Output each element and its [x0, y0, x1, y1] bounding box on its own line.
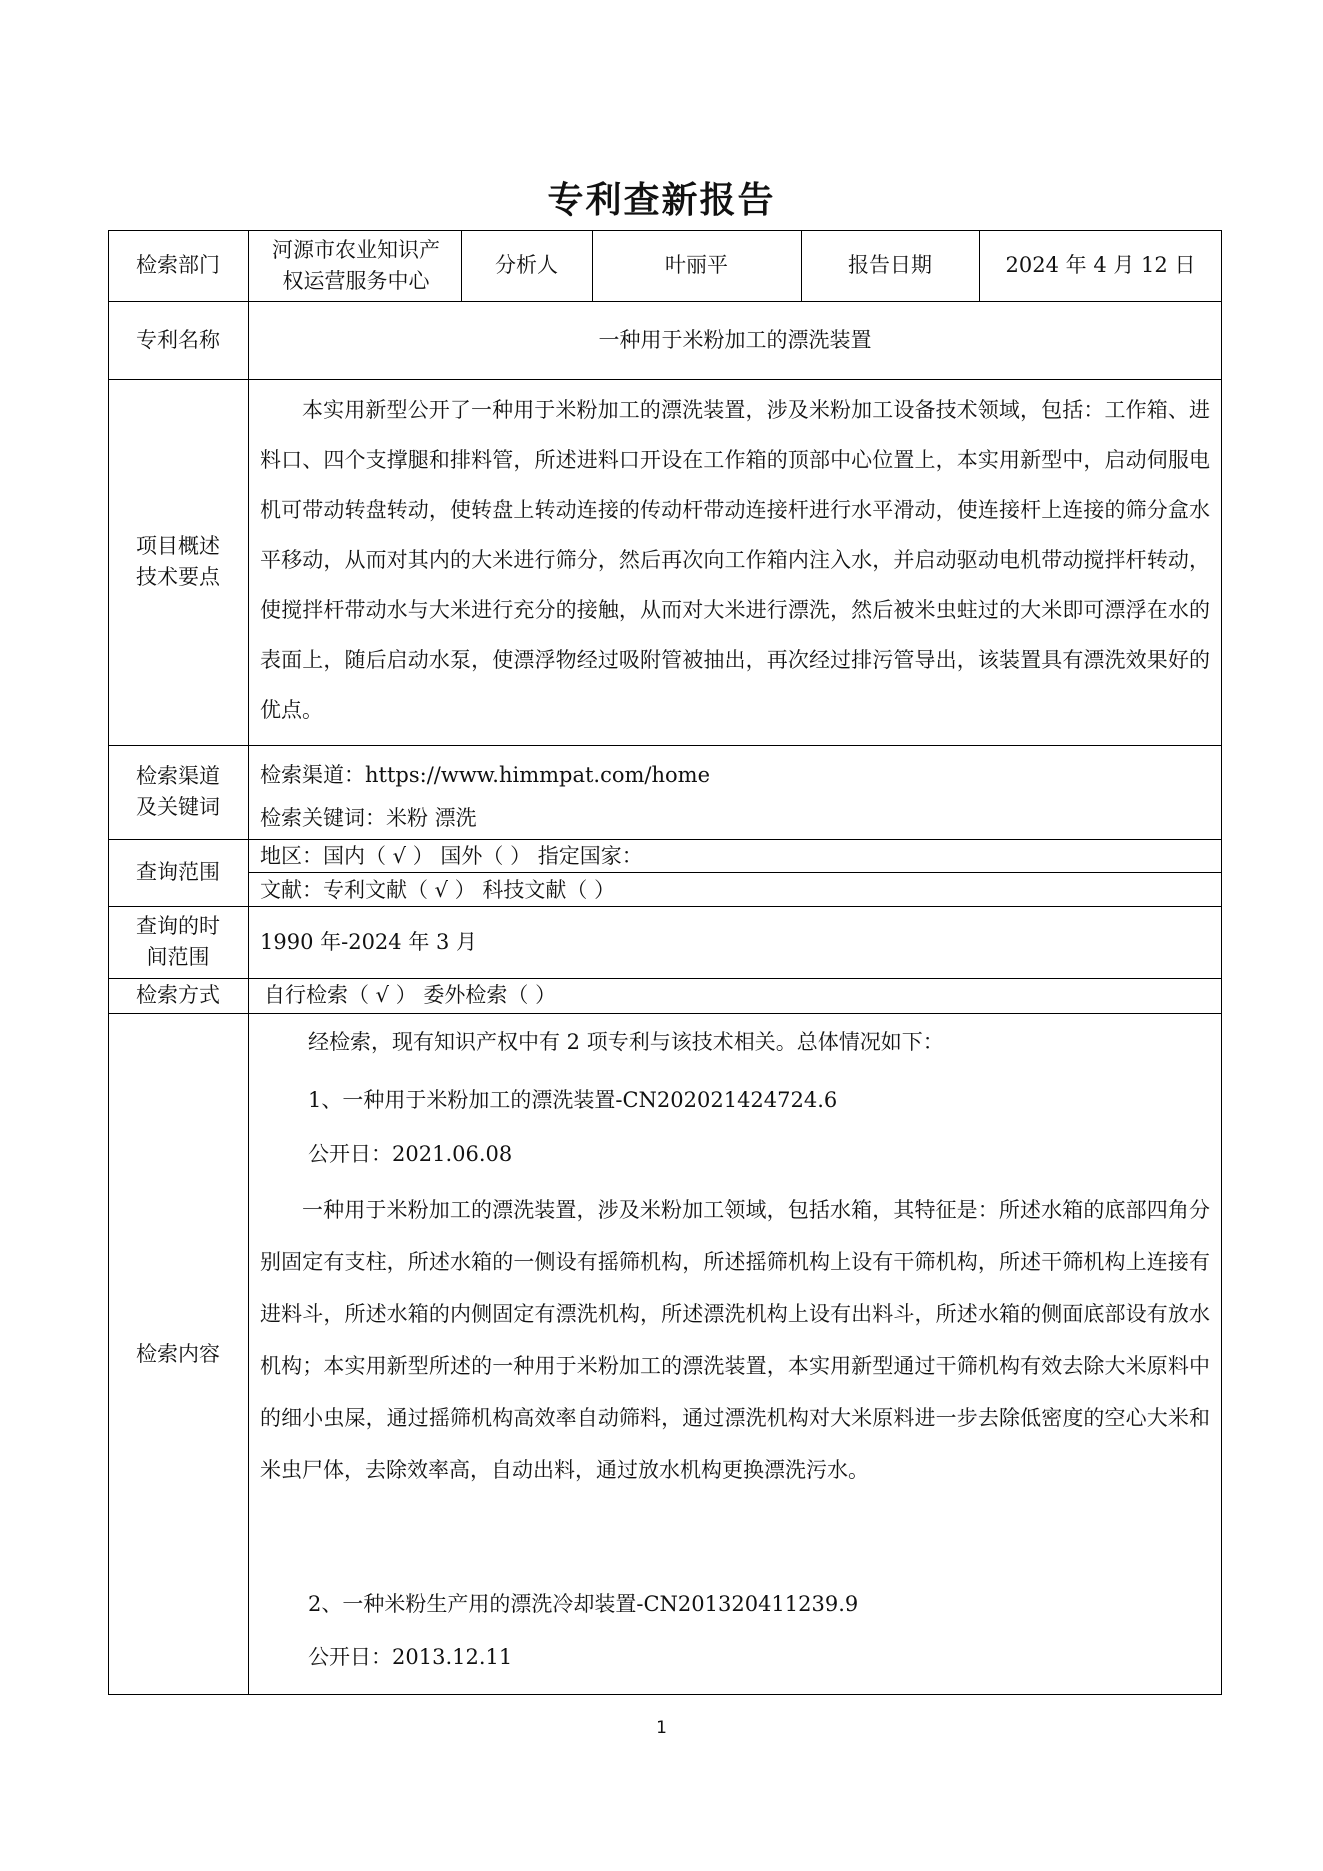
summary-label-line2: 技术要点 — [136, 565, 220, 589]
item2-date: 公开日：2013.12.11 — [308, 1645, 513, 1669]
page-number: 1 — [656, 1718, 667, 1738]
dept-value: 河源市农业知识产权运营服务中心 — [272, 237, 440, 293]
summary-label-line1: 项目概述 — [136, 534, 220, 558]
analyst-label: 分析人 — [495, 253, 558, 277]
channel-text: 检索渠道：https://www.himmpat.com/home — [260, 763, 711, 787]
patent-name-label: 专利名称 — [136, 327, 220, 352]
table-divider — [108, 839, 1222, 840]
summary-text — [260, 385, 1210, 735]
summary-label — [108, 379, 248, 745]
date-label: 报告日期 — [848, 253, 932, 277]
analyst-value: 叶丽平 — [665, 253, 728, 277]
report-title: 专利查新报告 — [547, 180, 776, 221]
table-divider — [108, 745, 1222, 746]
content-intro: 经检索，现有知识产权中有 2 项专利与该技术相关。总体情况如下： — [308, 1030, 944, 1054]
method-value: 自行检索（ √ ） 委外检索（ ） — [264, 983, 557, 1007]
channel-label-line2: 及关键词 — [136, 795, 220, 819]
date-value: 2024 年 4 月 12 日 — [1005, 253, 1196, 277]
channel-label — [108, 745, 248, 839]
table-divider — [108, 1013, 1222, 1014]
item1-date: 公开日：2021.06.08 — [308, 1142, 513, 1166]
item1-text — [260, 1184, 1210, 1496]
item1-paragraph: 一种用于米粉加工的漂洗装置，涉及米粉加工领域，包括水箱，其特征是：所述水箱的底部四角分别固定有支柱，所述水箱的一侧设有摇筛机构，所述摇筛机构上设有干筛机构，所述干筛机构上连接有进料斗，所述水箱的内侧固定有漂洗机构，所述漂洗机构上设有出料斗，所述水箱的侧面底部设有放水机构；本实用新型所述的一种用于米粉加工的漂洗装置，本实用新型通过干筛机构有效去除大米原料中的细小虫屎，通过摇筛机构高效率自动筛料，通过漂洗机构对大米原料进一步去除低密度的空心大米和米虫尸体，去除效率高，自动出料，通过放水机构更换漂洗污水。 — [260, 1198, 1210, 1482]
table-divider — [108, 978, 1222, 979]
table-divider — [108, 379, 1222, 380]
time-range-value: 1990 年-2024 年 3 月 — [260, 930, 478, 954]
table-divider — [248, 230, 249, 1695]
summary-paragraph: 本实用新型公开了一种用于米粉加工的漂洗装置，涉及米粉加工设备技术领域，包括：工作箱、进料口、四个支撑腿和排料管，所述进料口开设在工作箱的顶部中心位置上，本实用新型中，启动伺服电机可带动转盘转动，使转盘上转动连接的传动杆带动连接杆进行水平滑动，使连接杆上连接的筛分盒水平移动，从而对其内的大米进行筛分，然后再次向工作箱内注入水，并启动驱动电机带动搅拌杆转动，使搅拌杆带动水与大米进行充分的接触，从而对大米进行漂洗，然后被米虫蛀过的大米即可漂浮在水的表面上，随后启动水泵，使漂浮物经过吸附管被抽出，再次经过排污管导出，该装置具有漂洗效果好的优点。 — [260, 398, 1210, 722]
scope-label: 查询范围 — [136, 860, 220, 884]
table-divider — [108, 906, 1222, 907]
item2-title: 2、一种米粉生产用的漂洗冷却装置-CN201320411239.9 — [308, 1592, 859, 1616]
table-divider — [248, 872, 1222, 873]
literature-text: 文献：专利文献（ √ ） 科技文献（ ） — [260, 878, 616, 902]
time-range-label-line2: 间范围 — [146, 945, 210, 969]
time-range-label — [108, 906, 248, 978]
channel-label-line1: 检索渠道 — [136, 764, 220, 788]
dept-label: 检索部门 — [136, 253, 220, 277]
keywords-text: 检索关键词：米粉 漂洗 — [260, 806, 477, 830]
item1-title: 1、一种用于米粉加工的漂洗装置-CN202021424724.6 — [308, 1088, 838, 1112]
region-text: 地区：国内（ √ ） 国外（ ） 指定国家： — [260, 844, 643, 868]
method-label: 检索方式 — [136, 983, 220, 1007]
time-range-label-line1: 查询的时 — [136, 914, 220, 938]
patent-name-value: 一种用于米粉加工的漂洗装置 — [598, 327, 872, 352]
content-label: 检索内容 — [136, 1341, 220, 1366]
